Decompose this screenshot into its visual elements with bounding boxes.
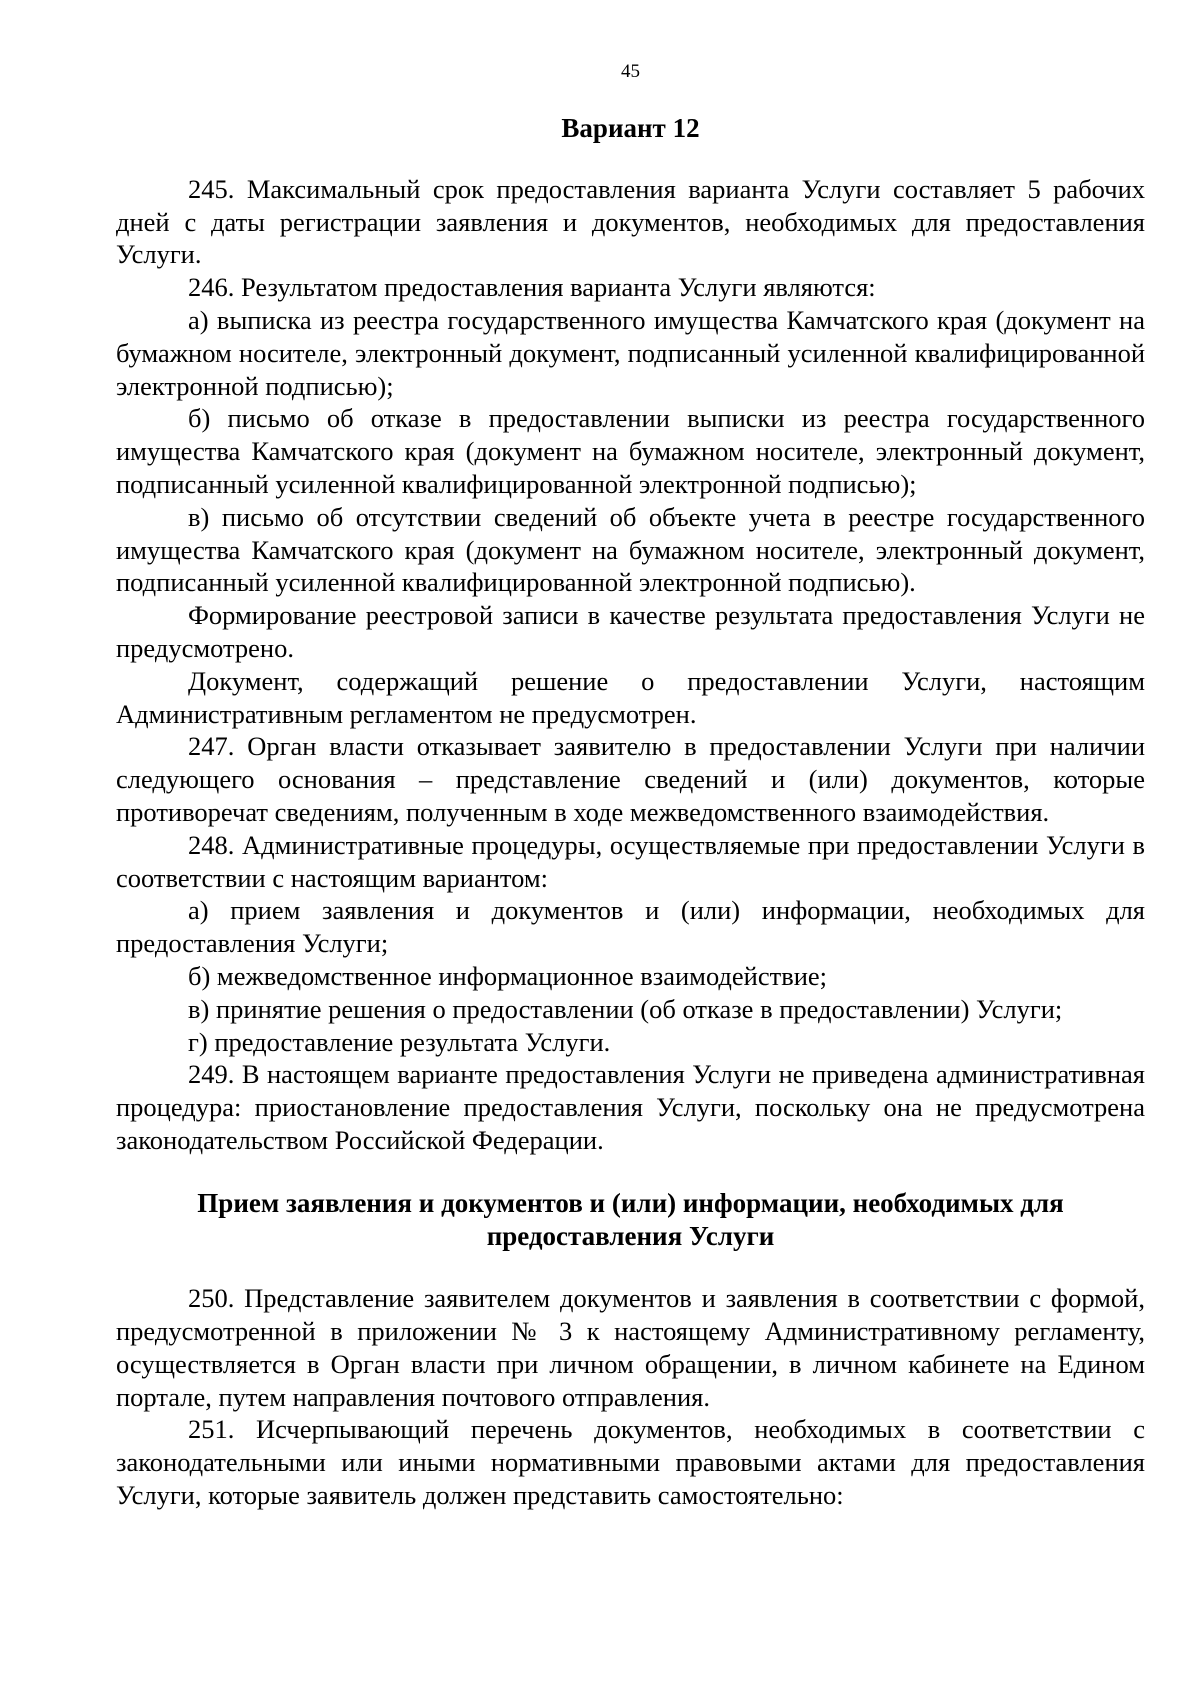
document-page bbox=[116, 60, 1145, 1512]
paragraph-248-v: в) принятие решения о предоставлении (об отказе в предоставлении) Услуги; bbox=[188, 993, 1063, 1024]
section-heading-variant: Вариант 12 bbox=[561, 113, 700, 143]
paragraph-246: 246. Результатом предоставления варианта Услуги являются: bbox=[188, 272, 876, 303]
paragraph-247: 247. Орган власти отказывает заявителю в предоставлении Услуги при наличии следующего основания – представление сведений и (или) документов, которые противоречат сведениям, полученным в ходе межведомственного взаимодействия. bbox=[116, 731, 1145, 827]
paragraph-246-a: а) выписка из реестра государственного имущества Камчатского края (документ на бумажном носителе, электронный документ, подписанный усиленной квалифицированной электронной подписью); bbox=[116, 304, 1145, 401]
paragraph-250: 250. Представление заявителем документов и заявления в соответствии с формой, предусмотренной в приложении № 3 к настоящему Административному регламенту, осуществляется в Орган власти при личном обращении, в личном кабинете на Едином портале, путем направления почтового отправления. bbox=[116, 1283, 1145, 1412]
paragraph-248-g: г) предоставление результата Услуги. bbox=[188, 1026, 611, 1057]
paragraph-245: 245. Максимальный срок предоставления варианта Услуги составляет 5 рабочих дней с даты регистрации заявления и документов, необходимых для предоставления Услуги. bbox=[116, 173, 1145, 270]
body-block-2 bbox=[116, 1282, 1145, 1512]
section-heading-application bbox=[116, 1187, 1145, 1253]
paragraph-248-b: б) межведомственное информационное взаимодействие; bbox=[188, 960, 828, 991]
body-block-1 bbox=[116, 173, 1145, 1157]
paragraph-251: 251. Исчерпывающий перечень документов, необходимых в соответствии с законодательными или иными нормативными правовыми актами для предоставления Услуги, которые заявитель должен представить самостоятельно: bbox=[116, 1414, 1145, 1511]
section-heading-line-1: Прием заявления и документов и (или) информации, необходимых для bbox=[197, 1187, 1064, 1218]
paragraph-registry-record: Формирование реестровой записи в качестве результата предоставления Услуги не предусмотрено. bbox=[116, 600, 1145, 663]
section-heading-line-2: предоставления Услуги bbox=[486, 1220, 775, 1251]
paragraph-248-a: а) прием заявления и документов и (или) информации, необходимых для предоставления Услуги; bbox=[116, 895, 1145, 959]
paragraph-248: 248. Административные процедуры, осуществляемые при предоставлении Услуги в соответствии с настоящим вариантом: bbox=[116, 829, 1145, 893]
paragraph-246-b: б) письмо об отказе в предоставлении выписки из реестра государственного имущества Камчатского края (документ на бумажном носителе, электронный документ, подписанный усиленной квалифицированной электронной подписью); bbox=[116, 403, 1145, 499]
paragraph-246-v: в) письмо об отсутствии сведений об объекте учета в реестре государственного имущества Камчатского края (документ на бумажном носителе, электронный документ, подписанный усиленной квалифицированной электронной подписью). bbox=[116, 501, 1145, 598]
paragraph-decision-document: Документ, содержащий решение о предоставлении Услуги, настоящим Административным регламентом не предусмотрен. bbox=[116, 665, 1145, 729]
page-number: 45 bbox=[621, 61, 640, 82]
paragraph-249: 249. В настоящем варианте предоставления Услуги не приведена административная процедура: приостановление предоставления Услуги, поскольку она не предусмотрена законодательством Российской Федерации. bbox=[116, 1059, 1145, 1155]
